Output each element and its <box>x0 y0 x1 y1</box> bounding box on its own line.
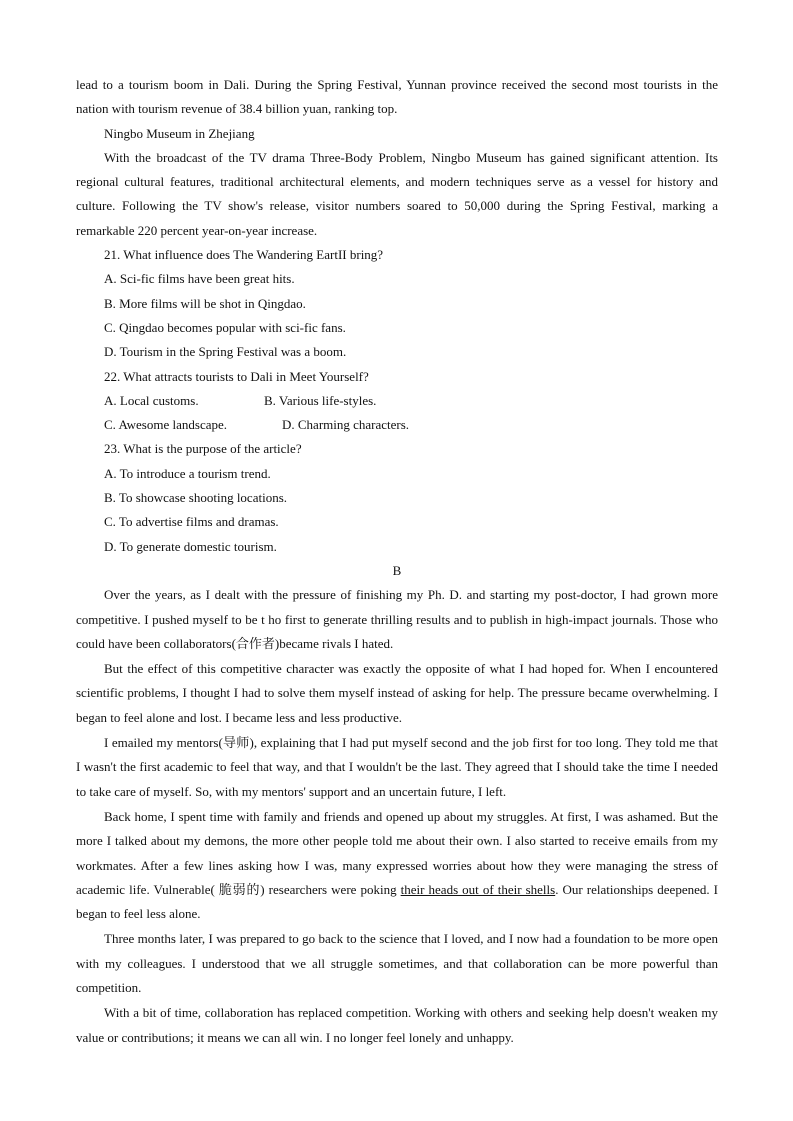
option-a: A. Local customs. <box>104 392 199 408</box>
options-row-1 <box>76 389 718 413</box>
question-stem: 23. What is the purpose of the article? <box>104 441 302 457</box>
ningbo-paragraph: With the broadcast of the TV drama Three-Body Problem, Ningbo Museum has gained significant attention. Its regional cultural features, traditional architectural elements, and modern techniques serve as a vessel for history and culture. Following the TV show's release, visitor numbers soared to 50,000 during the Spring Festival, marking a remarkable 220 percent year-on-year increase. <box>76 149 718 238</box>
options-row-2 <box>76 413 718 437</box>
option-c: C. To advertise films and dramas. <box>104 514 279 530</box>
question-stem: 21. What influence does The Wandering EartII bring? <box>104 247 384 263</box>
passage-a-continuation: lead to a tourism boom in Dali. During the Spring Festival, Yunnan province received the second most tourists in the nation with tourism revenue of 38.4 billion yuan, ranking top. <box>76 77 718 117</box>
option-d: D. To generate domestic tourism. <box>104 538 277 554</box>
option-c: C. Awesome landscape. <box>104 417 227 433</box>
option-b: B. To showcase shooting locations. <box>104 490 288 506</box>
passage-b-paragraph-1: Over the years, as I dealt with the pressure of finishing my Ph. D. and starting my post-doctor, I had grown more competitive. I pushed myself to be t ho first to generate thrilling results and to publish in high-impact journals. Those who could have been collaborators(合作者)became rivals I hated. <box>76 587 718 651</box>
question-21 <box>76 243 718 364</box>
option-a: A. Sci-fic films have been great hits. <box>104 271 295 287</box>
paragraph-4-text-start: Back home, I spent time with family and friends and opened up about my struggles. At first, I was ashamed. But the more I talked about my demons, the more other people told me about their own. I also started to receive emails from my workmates. After a few lines asking how I was, many expressed worries about how they were managing the stress of academic life. Vulnerable( 脆弱的) researchers were poking <box>76 808 718 897</box>
question-stem: 22. What attracts tourists to Dali in Meet Yourself? <box>104 368 369 384</box>
option-b: B. More films will be shot in Qingdao. <box>104 295 306 311</box>
document-body <box>76 73 718 1050</box>
ningbo-heading: Ningbo Museum in Zhejiang <box>104 125 255 141</box>
passage-b-paragraph-4 <box>76 805 718 926</box>
option-a: A. To introduce a tourism trend. <box>104 465 271 481</box>
section-b-label: B <box>392 562 402 578</box>
question-22 <box>76 365 718 438</box>
option-d: D. Charming characters. <box>282 417 410 433</box>
option-b: B. Various life-styles. <box>264 392 377 408</box>
paragraph-4-text-end: . Our relationships deepened. I began to feel less alone. <box>76 881 718 922</box>
question-23 <box>76 437 718 558</box>
option-d: D. Tourism in the Spring Festival was a boom. <box>104 344 347 360</box>
underlined-phrase: their heads out of their shells <box>400 881 556 897</box>
passage-b-paragraph-3: I emailed my mentors(导师), explaining that I had put myself second and the job first for too long. They told me that I wasn't the first academic to feel that way, and that I wouldn't be the last. They agreed that I should take the time I needed to take care of myself. So, with my mentors' support and an uncertain future, I left. <box>76 735 718 799</box>
passage-b-paragraph-2: But the effect of this competitive character was exactly the opposite of what I had hoped for. When I encountered scientific problems, I thought I had to solve them myself instead of asking for help. The pressure became overwhelming. I began to feel alone and lost. I became less and less productive. <box>76 661 718 725</box>
passage-b-paragraph-6: With a bit of time, collaboration has replaced competition. Working with others and seeking help doesn't weaken my value or contributions; it means we can all win. I no longer feel lonely and unhappy. <box>76 1005 718 1045</box>
option-c: C. Qingdao becomes popular with sci-fic fans. <box>104 319 346 335</box>
passage-b-paragraph-5: Three months later, I was prepared to go back to the science that I loved, and I now had a foundation to be more open with my colleagues. I understood that we all struggle sometimes, and that collaboration can be more powerful than competition. <box>76 931 718 995</box>
